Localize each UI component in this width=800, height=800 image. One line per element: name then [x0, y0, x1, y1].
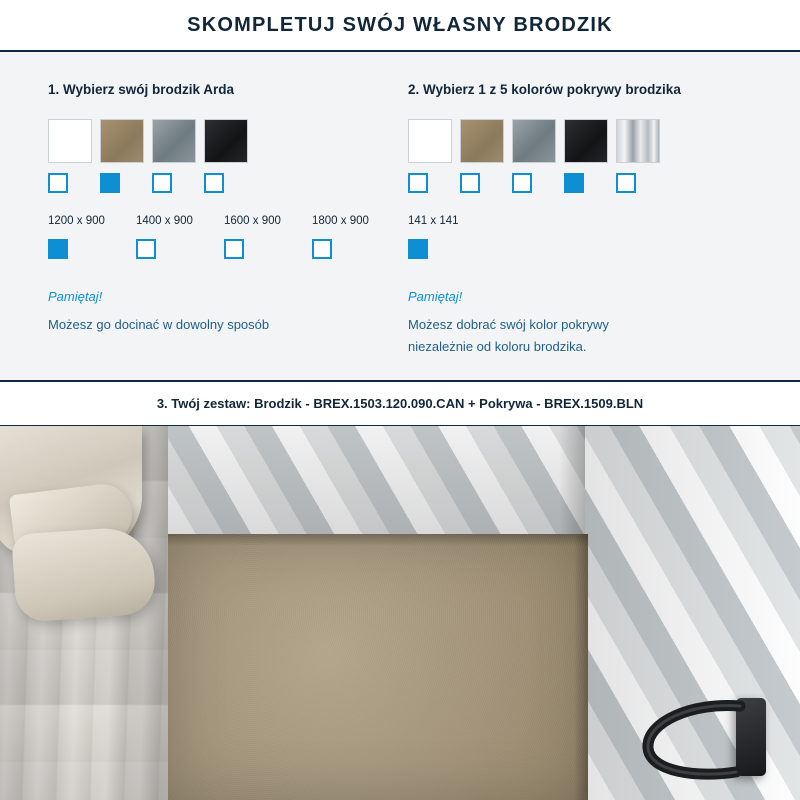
cover-color-slot-black [564, 173, 608, 193]
cover-color-slot-chrome [616, 173, 660, 193]
tray-edge-top [168, 534, 588, 546]
cover-color-slot-beige [460, 173, 504, 193]
cover-color-slot-grey [512, 173, 556, 193]
cover-color-checkbox-chrome[interactable] [616, 173, 636, 193]
step-1-note-line-1: Możesz go docinać w dowolny sposób [48, 317, 270, 332]
step-1-title: 1. Wybierz swój brodzik Arda [48, 82, 235, 97]
shower-tray [168, 534, 588, 800]
tray-color-slot-white [48, 173, 92, 193]
tray-color-slot-grey [152, 173, 196, 193]
tray-size-option-2 [136, 215, 224, 259]
step-2-color-checkboxes [408, 173, 752, 193]
tray-color-checkbox-grey[interactable] [152, 173, 172, 193]
cover-color-swatch-grey[interactable] [512, 119, 556, 163]
step-2-note-line-1: Możesz dobrać swój kolor pokrywy [408, 317, 609, 332]
tray-color-checkbox-beige[interactable] [100, 173, 120, 193]
cover-size-option-1 [408, 215, 504, 259]
tray-color-swatch-white[interactable] [48, 119, 92, 163]
cover-color-swatch-beige[interactable] [460, 119, 504, 163]
step-1-size-options [48, 215, 400, 259]
cover-size-checkbox-1[interactable] [408, 239, 428, 259]
shower-hose-icon [632, 696, 752, 782]
cover-color-checkbox-grey[interactable] [512, 173, 532, 193]
tray-size-label-1: 1200 x 900 [48, 215, 105, 227]
tray-size-checkbox-3[interactable] [224, 239, 244, 259]
tray-size-option-4 [312, 215, 400, 259]
tray-color-swatch-beige[interactable] [100, 119, 144, 163]
step-2-title: 2. Wybierz 1 z 5 kolorów pokrywy brodzika [408, 82, 681, 97]
step-1-color-checkboxes [48, 173, 400, 193]
tray-color-swatch-grey[interactable] [152, 119, 196, 163]
tray-edge-right [574, 534, 588, 800]
tray-color-checkbox-white[interactable] [48, 173, 68, 193]
tray-size-label-2: 1400 x 900 [136, 215, 193, 227]
page-header [0, 0, 800, 52]
step-2-size-options [408, 215, 752, 259]
tray-size-checkbox-2[interactable] [136, 239, 156, 259]
tray-size-checkbox-1[interactable] [48, 239, 68, 259]
cover-color-swatch-white[interactable] [408, 119, 452, 163]
step-2-note [408, 289, 752, 358]
cover-color-swatch-black[interactable] [564, 119, 608, 163]
step-2-note-title: Pamiętaj! [408, 289, 463, 304]
cover-color-checkbox-black[interactable] [564, 173, 584, 193]
step-1-note-title: Pamiętaj! [48, 289, 103, 304]
cover-color-swatch-chrome[interactable] [616, 119, 660, 163]
tray-size-checkbox-4[interactable] [312, 239, 332, 259]
tray-size-label-3: 1600 x 900 [224, 215, 281, 227]
step-1-color-swatches [48, 119, 400, 163]
cover-size-label-1: 141 x 141 [408, 215, 459, 227]
bathroom-preview-image [0, 426, 800, 800]
summary-text: 3. Twój zestaw: Brodzik - BREX.1503.120.090.CAN + Pokrywa - BREX.1509.BLN [156, 396, 644, 411]
tray-color-checkbox-black[interactable] [204, 173, 224, 193]
tray-size-label-4: 1800 x 900 [312, 215, 369, 227]
configurator-panel [0, 52, 800, 382]
cover-color-slot-white [408, 173, 452, 193]
step-2-column [400, 82, 752, 380]
towel-lower [11, 525, 157, 623]
tray-size-option-3 [224, 215, 312, 259]
cover-color-checkbox-white[interactable] [408, 173, 428, 193]
step-1-column [48, 82, 400, 380]
page-title: SKOMPLETUJ SWÓJ WŁASNY BRODZIK [187, 13, 613, 36]
tray-size-option-1 [48, 215, 136, 259]
step-2-note-line-2: niezależnie od koloru brodzika. [408, 339, 587, 355]
cover-color-checkbox-beige[interactable] [460, 173, 480, 193]
tray-color-swatch-black[interactable] [204, 119, 248, 163]
step-2-color-swatches [408, 119, 752, 163]
tray-color-slot-beige [100, 173, 144, 193]
step-1-note [48, 289, 400, 336]
summary-bar [0, 382, 800, 426]
tray-color-slot-black [204, 173, 248, 193]
